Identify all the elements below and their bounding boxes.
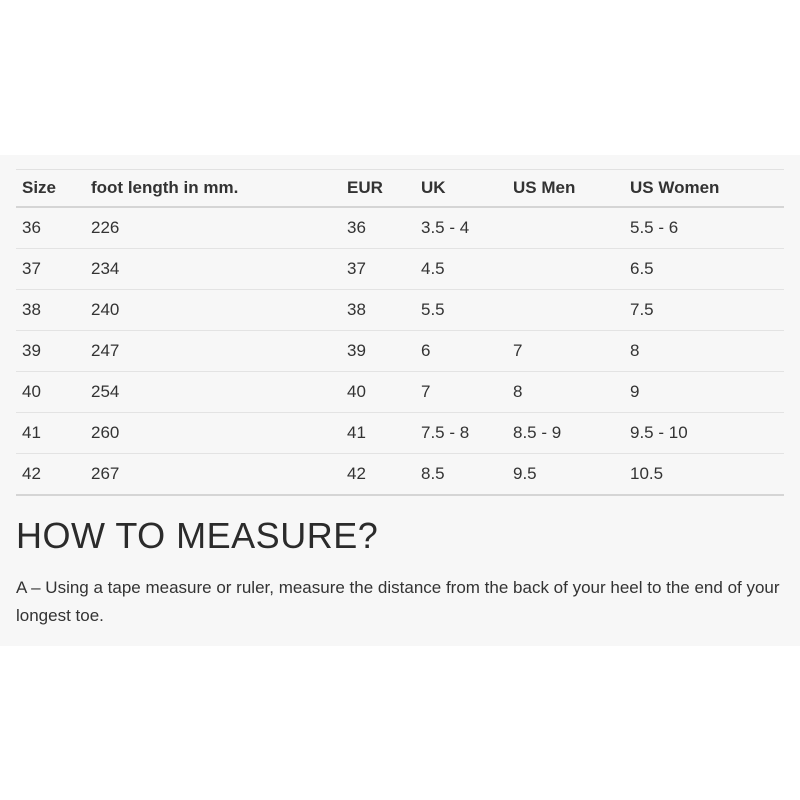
eur-cell: 40 <box>341 372 415 413</box>
size-chart-body <box>16 207 784 495</box>
size-cell: 39 <box>16 331 85 372</box>
measure-instruction-text: A – Using a tape measure or ruler, measure the distance from the back of your heel to the end of your longest toe. <box>16 578 780 625</box>
us-women-cell: 6.5 <box>624 249 784 290</box>
foot-length-cell: 247 <box>85 331 341 372</box>
column-header-eur: EUR <box>341 170 415 208</box>
table-row <box>16 413 784 454</box>
us-women-cell: 8 <box>624 331 784 372</box>
column-header-foot-length: foot length in mm. <box>85 170 341 208</box>
size-cell: 41 <box>16 413 85 454</box>
uk-cell: 6 <box>415 331 507 372</box>
size-cell: 40 <box>16 372 85 413</box>
us-women-cell: 5.5 - 6 <box>624 207 784 249</box>
foot-length-cell: 254 <box>85 372 341 413</box>
foot-length-cell: 267 <box>85 454 341 496</box>
column-header-size: Size <box>16 170 85 208</box>
column-header-uk: UK <box>415 170 507 208</box>
size-cell: 37 <box>16 249 85 290</box>
size-chart-header <box>16 170 784 208</box>
uk-cell: 7 <box>415 372 507 413</box>
us-men-cell: 8 <box>507 372 624 413</box>
table-row <box>16 454 784 496</box>
uk-cell: 3.5 - 4 <box>415 207 507 249</box>
table-row <box>16 207 784 249</box>
us-women-cell: 9 <box>624 372 784 413</box>
us-women-cell: 9.5 - 10 <box>624 413 784 454</box>
us-women-cell: 10.5 <box>624 454 784 496</box>
table-row <box>16 372 784 413</box>
foot-length-cell: 260 <box>85 413 341 454</box>
eur-cell: 38 <box>341 290 415 331</box>
uk-cell: 7.5 - 8 <box>415 413 507 454</box>
eur-cell: 36 <box>341 207 415 249</box>
column-header-us-women: US Women <box>624 170 784 208</box>
us-women-cell: 7.5 <box>624 290 784 331</box>
table-row <box>16 290 784 331</box>
us-men-cell: 8.5 - 9 <box>507 413 624 454</box>
us-men-cell: 7 <box>507 331 624 372</box>
table-row <box>16 331 784 372</box>
how-to-measure-heading: HOW TO MEASURE? <box>16 515 379 556</box>
size-cell: 36 <box>16 207 85 249</box>
foot-length-cell: 240 <box>85 290 341 331</box>
header-row <box>16 170 784 208</box>
eur-cell: 41 <box>341 413 415 454</box>
us-men-cell <box>507 207 624 249</box>
eur-cell: 42 <box>341 454 415 496</box>
us-men-cell <box>507 290 624 331</box>
uk-cell: 8.5 <box>415 454 507 496</box>
size-chart-table <box>16 169 784 496</box>
uk-cell: 5.5 <box>415 290 507 331</box>
table-row <box>16 249 784 290</box>
foot-length-cell: 226 <box>85 207 341 249</box>
column-header-us-men: US Men <box>507 170 624 208</box>
eur-cell: 39 <box>341 331 415 372</box>
foot-length-cell: 234 <box>85 249 341 290</box>
size-chart-section <box>0 155 800 646</box>
eur-cell: 37 <box>341 249 415 290</box>
top-whitespace <box>0 0 800 155</box>
size-cell: 42 <box>16 454 85 496</box>
uk-cell: 4.5 <box>415 249 507 290</box>
us-men-cell <box>507 249 624 290</box>
size-cell: 38 <box>16 290 85 331</box>
us-men-cell: 9.5 <box>507 454 624 496</box>
